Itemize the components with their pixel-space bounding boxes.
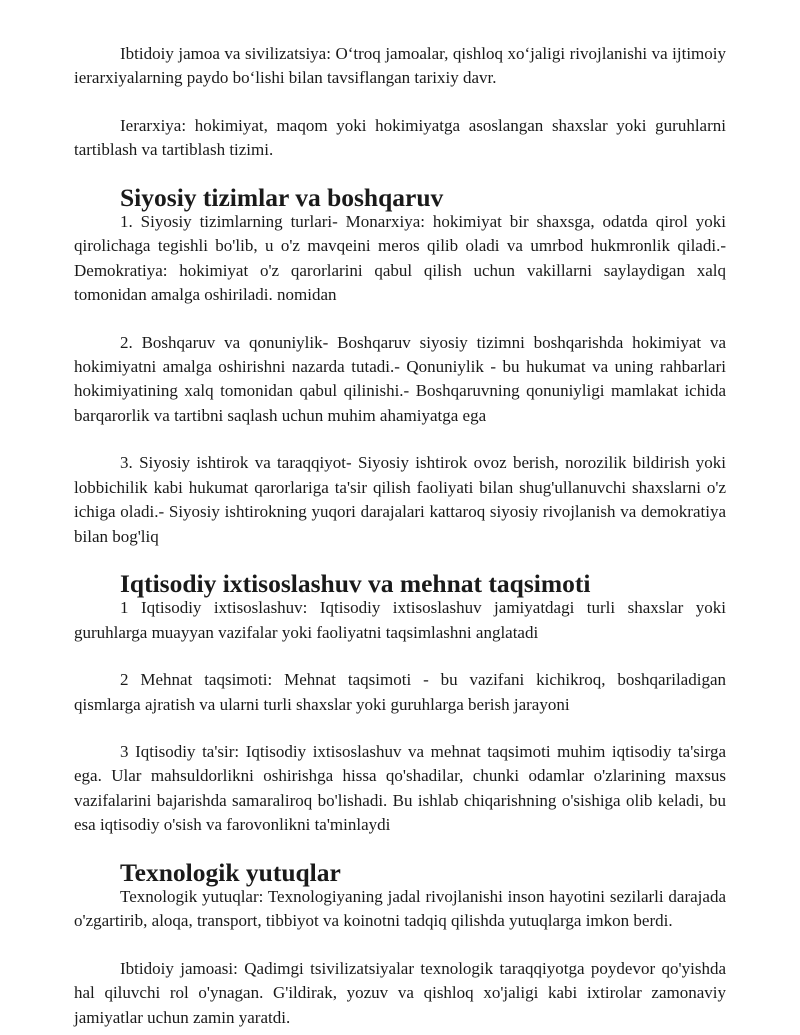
paragraph-boshqaruv-qonuniylik: 2. Boshqaruv va qonuniylik- Boshqaruv siyosiy tizimni boshqarishda hokimiyat va hokimiyatni amalga oshirishni nazarda tutadi.- Qonuniylik - bu hukumat va uning rahbarlari hokimiyatining xalq tomonidan qabul qilinishi.- Boshqaruvning qonuniyligi mamlakat ichida barqarorlik va tartibni saqlash uchun muhim ahamiyatga ega xyxy=(74,332,726,425)
paragraph-ibtidoiy-jamoa: Ibtidoiy jamoa va sivilizatsiya: O‘troq jamoalar, qishloq xo‘jaligi rivojlanishi va ijtimoiy ierarxiyalarning paydo bo‘lishi bilan tavsiflangan tarixiy davr. xyxy=(74,44,726,88)
paragraph-siyosiy-tizimlar-turlari: 1. Siyosiy tizimlarning turlari- Monarxiya: hokimiyat bir shaxsga, odatda qirol yoki qirolichaga tegishli bo'lib, u o'z mavqeini meros qilib oladi va umrbod hukmronlik qiladi.- Demokratiya: hokimiyat o'z qarorlarini qabul qilish uchun vakillarni saylaydigan xalq tomonidan amalga oshiriladi. nomidan xyxy=(74,212,726,305)
section-heading-texnologik-yutuqlar: Texnologik yutuqlar xyxy=(120,857,341,887)
paragraph-iqtisodiy-ixtisoslashuv: 1 Iqtisodiy ixtisoslashuv: Iqtisodiy ixtisoslashuv jamiyatdagi turli shaxslar yoki guruhlarga muayyan vazifalar yoki faoliyatni taqsimlashni anglatadi xyxy=(74,598,726,642)
section-heading-siyosiy-tizimlar: Siyosiy tizimlar va boshqaruv xyxy=(120,182,444,212)
paragraph-iqtisodiy-tasir: 3 Iqtisodiy ta'sir: Iqtisodiy ixtisoslashuv va mehnat taqsimoti muhim iqtisodiy ta'sirga ega. Ular mahsuldorlikni oshirishga hissa qo'shadilar, chunki odamlar o'zlarining maxsus vazifalarini bajarishda samaraliroq bo'lishadi. Bu ishlab chiqarishning o'sishiga olib keladi, bu esa iqtisodiy o'sish va farovonlikni ta'minlaydi xyxy=(74,741,726,835)
section-heading-iqtisodiy-ixtisoslashuv: Iqtisodiy ixtisoslashuv va mehnat taqsimoti xyxy=(120,568,591,598)
paragraph-siyosiy-ishtirok: 3. Siyosiy ishtirok va taraqqiyot- Siyosiy ishtirok ovoz berish, norozilik bildirish yoki lobbichilik kabi hukumat qarorlariga ta'sir qilish faoliyati bilan shug'ullanuvchi shaxslarni o'z ichiga oladi.- Siyosiy ishtirokning yuqori darajalari kattaroq siyosiy rivojlanish va demokratiya bilan bog'liq xyxy=(74,453,726,546)
paragraph-ibtidoiy-jamoasi: Ibtidoiy jamoasi: Qadimgi tsivilizatsiyalar texnologik taraqqiyotga poydevor qo'yishda hal qiluvchi rol o'ynagan. G'ildirak, yozuv va qishloq xo'jaligi kabi ixtirolar zamonaviy jamiyatlar uchun zamin yaratdi. xyxy=(74,958,726,1027)
paragraph-mehnat-taqsimoti: 2 Mehnat taqsimoti: Mehnat taqsimoti - bu vazifani kichikroq, boshqariladigan qismlarga ajratish va ularni turli shaxslar yoki guruhlarga berish jarayoni xyxy=(74,670,726,714)
paragraph-ierarxiya: Ierarxiya: hokimiyat, maqom yoki hokimiyatga asoslangan shaxslar yoki guruhlarni tartiblash va tartiblash tizimi. xyxy=(74,115,726,160)
paragraph-texnologik-yutuqlar: Texnologik yutuqlar: Texnologiyaning jadal rivojlanishi inson hayotini sezilarli darajada o'zgartirib, aloqa, transport, tibbiyot va koinotni tadqiq qilishda yutuqlarga imkon berdi. xyxy=(74,886,726,931)
